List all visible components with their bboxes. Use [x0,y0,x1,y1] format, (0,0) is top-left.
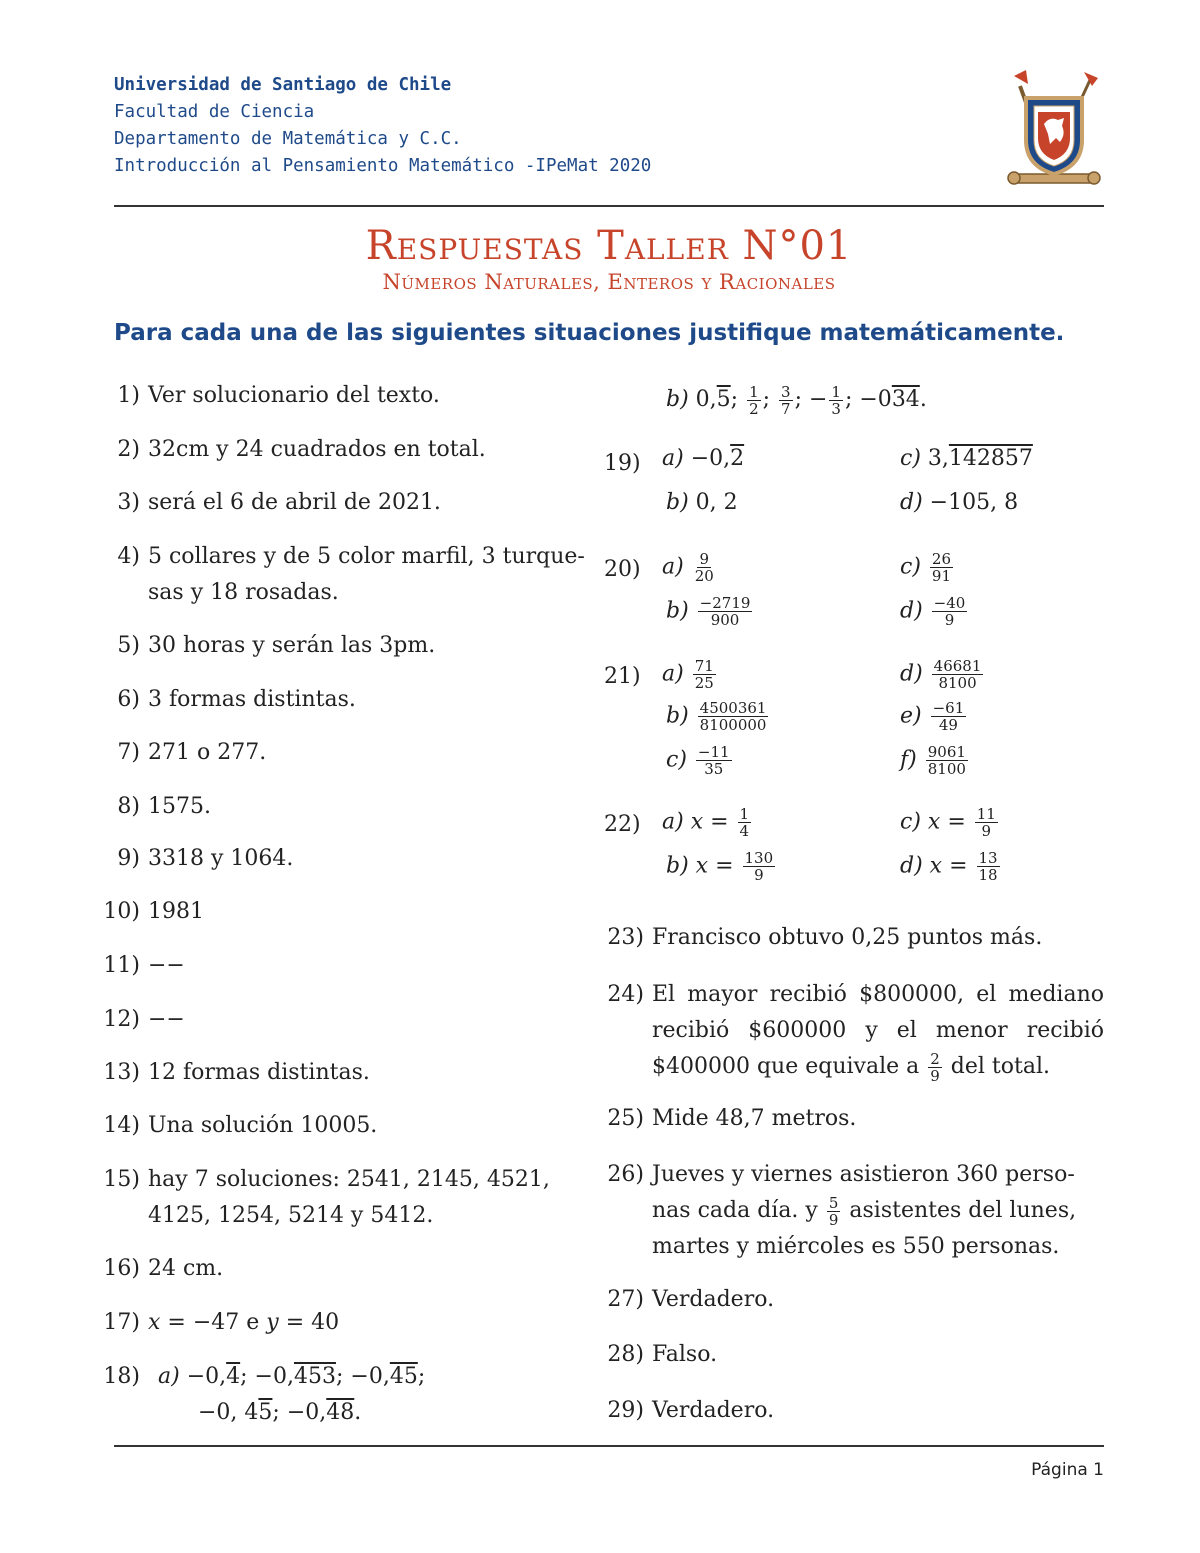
a18-l2-prefix-1: −0, [286,1400,327,1425]
university-crest-icon [1006,68,1102,190]
answer-14: 14) Una solución 10005. [103,1113,378,1138]
answer-21c: c) $\frac{-11}{35}$ [666,743,730,778]
faculty-name: Facultad de Ciencia [114,102,315,122]
header-rule [114,205,1104,207]
answer-18a-line-1 [187,1364,426,1389]
page-title: Respuestas Taller N°01 [365,223,853,269]
answer-17: 17) x = −47 e y = 40 [103,1310,340,1335]
answer-21a: a) $\frac{71}{25}$ [662,657,714,692]
answer-27: 27) Verdadero. [607,1287,775,1312]
instruction: Para cada una de las siguientes situaciones justifique matemáticamente. [114,320,1065,346]
course-name: Introducción al Pensamiento Matemático -IPeMat 2020 [114,156,652,176]
answer-1: 1) Ver solucionario del texto. [117,383,440,408]
answer-15: 15) hay 7 soluciones: 2541, 2145, 4521, 4125, 1254, 5214 y 5412. [103,1167,550,1228]
answer-20-number: 20) [604,557,641,582]
answer-22c: c) x = $\frac{11}{9}$ [900,805,996,840]
a18-l2-period-1: 48 [326,1400,355,1425]
a18-l1-sep-0: ; [240,1364,255,1389]
answer-12: 12) −− [103,1007,185,1032]
answer-18a-line-2 [198,1395,361,1431]
a18-l1-period-2: 45 [389,1364,418,1389]
answer-23: 23) Francisco obtuvo 0,25 puntos más. [607,925,1043,950]
answer-28: 28) Falso. [607,1342,718,1367]
answer-20a: a) $\frac{9}{20}$ [662,550,714,585]
answer-6: 6) 3 formas distintas. [117,687,356,712]
answer-19b: b) 0, 2 [666,490,738,515]
answer-22-number: 22) [604,812,641,837]
university-name: Universidad de Santiago de Chile [114,75,452,95]
page-subtitle: Números Naturales, Enteros y Racionales [382,270,836,294]
answer-19c: c) 3,142857 [900,446,1033,471]
answer-7: 7) 271 o 277. [117,740,267,765]
a18-l1-period-1: 453 [293,1364,336,1389]
department-name: Departamento de Matemática y C.C. [114,129,462,149]
a18-l1-prefix-1: −0, [254,1364,294,1389]
answer-8: 8) 1575. [117,794,211,819]
answer-24: 24) El mayor recibió $800000, el mediano recibió $600000 y el menor recibió $400000 que equivale a $\frac{2}{9}$ del total. [607,982,1104,1085]
answer-20c: c) $\frac{26}{91}$ [900,550,951,585]
a18-l2-period-0: 5 [258,1400,273,1425]
a18-l2-sep-0: ; [272,1400,287,1425]
a18-l1-prefix-0: −0, [186,1364,227,1389]
a18-l1-period-0: 4 [226,1364,241,1389]
a18-l1-sep-1: ; [335,1364,351,1389]
answer-25: 25) Mide 48,7 metros. [607,1106,857,1131]
a18-l1-sep-2: ; [417,1364,426,1389]
answer-22d: d) x = $\frac{13}{18}$ [900,849,998,884]
answer-18b: b) 0,5; $\frac{1}{2}$ ; $\frac{3}{7}$ ; − $\frac{1}{3}$ ; −034. [666,382,927,418]
footer-rule [114,1445,1104,1447]
answer-13: 13) 12 formas distintas. [103,1060,370,1085]
title-block [114,222,1104,294]
answer-21-number: 21) [604,664,641,689]
answer-19-number: 19) [604,451,641,476]
answer-20d: d) $\frac{-40}{9}$ [900,594,966,629]
answer-2: 2) 32cm y 24 cuadrados en total. [117,437,486,462]
answer-19d: d) −105, 8 [900,490,1019,515]
answer-22b: b) x = $\frac{130}{9}$ [666,849,774,884]
answer-22a: a) x = $\frac{1}{4}$ [662,805,750,840]
answer-9: 9) 3318 y 1064. [117,846,294,871]
answer-11: 11) −− [103,953,185,978]
answer-3: 3) será el 6 de abril de 2021. [117,490,441,515]
answer-5: 5) 30 horas y serán las 3pm. [117,633,436,658]
answer-21b: b) $\frac{4500361}{8100000}$ [666,699,767,734]
answer-21f: f) $\frac{9061}{8100}$ [900,743,966,778]
answer-26: 26) Jueves y viernes asistieron 360 perso- nas cada día. y $\frac{5}{9}$ asistentes del lunes, martes y miércoles es 550 personas. [607,1162,1077,1259]
answer-29: 29) Verdadero. [607,1398,775,1423]
answer-20b: b) $\frac{-2719}{900}$ [666,594,751,629]
answer-21d: d) $\frac{46681}{8100}$ [900,657,982,692]
a18-l2-sep-1: . [354,1400,362,1425]
a18-l1-prefix-2: −0, [350,1364,390,1389]
answer-21e: e) $\frac{-61}{49}$ [900,699,965,734]
answer-16: 16) 24 cm. [103,1256,224,1281]
header-block [114,72,651,180]
answer-18: 18) a) −0,4; −0,453; −0,45; [103,1364,426,1389]
a18-l2-prefix-0: −0, 4 [198,1400,259,1425]
answer-19a: a) −0,2 [662,446,745,471]
answer-10: 10) 1981 [103,899,204,924]
answer-4: 4) 5 collares y de 5 color marfil, 3 turque- sas y 18 rosadas. [117,544,585,605]
page-number: Página 1 [1031,1460,1104,1480]
